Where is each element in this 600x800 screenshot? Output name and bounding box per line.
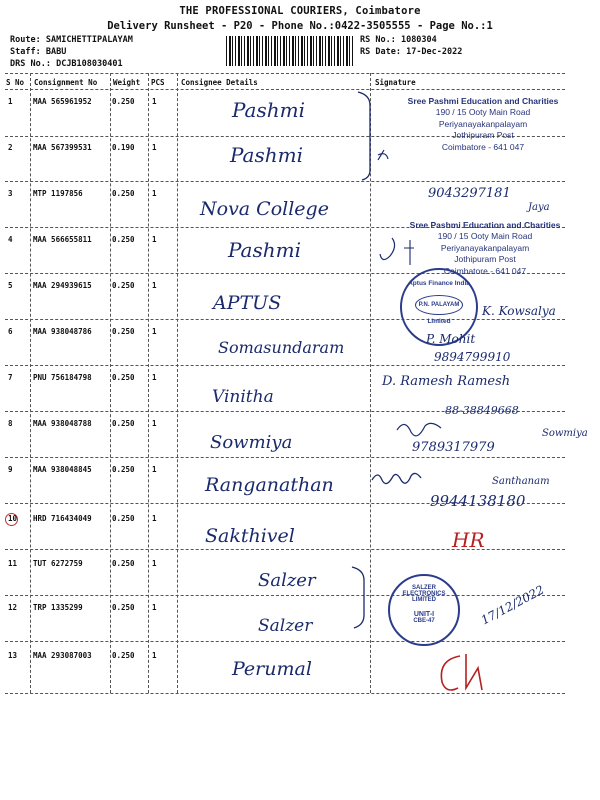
row-consignment: PNU 756184798 xyxy=(33,373,92,382)
seal-line: SALZER ELECTRONICS LIMITED xyxy=(402,585,446,603)
row-consignment: MAA 938048786 xyxy=(33,327,92,336)
row-weight: 0.250 xyxy=(112,327,135,336)
row-consignment: TUT 6272759 xyxy=(33,559,83,568)
drs-value: DCJB108030401 xyxy=(56,59,123,69)
tamil-signature-scribble xyxy=(370,466,425,488)
row-consignment: MTP 1197856 xyxy=(33,189,83,198)
rs-date-label: RS Date: xyxy=(360,47,401,57)
row-consignee-handwritten: Salzer xyxy=(258,570,316,591)
row-pcs: 1 xyxy=(152,603,157,612)
row-consignment: HRD 716434049 xyxy=(33,514,92,523)
row-weight: 0.190 xyxy=(112,143,135,152)
row-pcs: 1 xyxy=(152,419,157,428)
rs-no-label: RS No.: xyxy=(360,35,396,45)
signature-name: Jaya xyxy=(528,202,550,213)
row-consignee-handwritten: Vinitha xyxy=(212,387,274,407)
row-consignee-handwritten: Somasundaram xyxy=(218,338,345,357)
seal-line: Aptus Finance India xyxy=(408,280,470,287)
rs-date-value: 17-Dec-2022 xyxy=(406,47,463,57)
row-sno: 10 xyxy=(8,514,18,523)
seal-line: P.N. PALAYAM xyxy=(415,295,463,315)
row-pcs: 1 xyxy=(152,143,157,152)
stamp-line: Jothipuram Post xyxy=(454,254,516,265)
signature-phone: 9789317979 xyxy=(412,440,495,455)
stamp-line: Sree Pashmi Education and Charities xyxy=(407,96,559,106)
row-weight: 0.250 xyxy=(112,189,135,198)
row-consignee-handwritten: Pashmi xyxy=(228,238,301,262)
row-consignment: MAA 938048788 xyxy=(33,419,92,428)
signature-name: Santhanam xyxy=(492,476,550,487)
row-consignee-handwritten: Salzer xyxy=(258,616,313,636)
route-label: Route: xyxy=(10,35,41,45)
row-consignee-handwritten: Pashmi xyxy=(230,143,303,167)
stamp-line: Jothipuram Post xyxy=(452,130,514,141)
signature-red: HR xyxy=(452,528,485,552)
row-weight: 0.250 xyxy=(112,235,135,244)
row-pcs: 1 xyxy=(152,189,157,198)
seal-line: Limited xyxy=(427,318,451,325)
row-sno: 12 xyxy=(8,603,18,612)
col-consignee-details: Consignee Details xyxy=(181,78,258,87)
stamp-line: Sree Pashmi Education and Charities xyxy=(409,220,561,230)
drs-label: DRS No.: xyxy=(10,59,51,69)
row-consignment: MAA 938048845 xyxy=(33,465,92,474)
row-consignee-handwritten: Ranganathan xyxy=(205,474,334,496)
signature-phone: 88-38849668 xyxy=(445,404,519,417)
seal-line: CBE-47 xyxy=(413,618,435,624)
row-sno: 5 xyxy=(8,281,13,290)
col-consignment: Consignment No xyxy=(34,78,98,87)
row-pcs: 1 xyxy=(152,651,157,660)
salzer-round-seal xyxy=(388,574,460,646)
row-pcs: 1 xyxy=(152,373,157,382)
row-sno: 13 xyxy=(8,651,18,660)
row-sno: 2 xyxy=(8,143,13,152)
row-pcs: 1 xyxy=(152,559,157,568)
row-weight: 0.250 xyxy=(112,465,135,474)
row-sno: 6 xyxy=(8,327,13,336)
row-consignment: MAA 565961952 xyxy=(33,97,92,106)
row-weight: 0.250 xyxy=(112,651,135,660)
row-sno: 7 xyxy=(8,373,13,382)
signature-name: P. Mohit xyxy=(426,332,476,346)
row-pcs: 1 xyxy=(152,465,157,474)
col-weight: Weight xyxy=(113,78,141,87)
row-weight: 0.250 xyxy=(112,97,135,106)
row-pcs: 1 xyxy=(152,281,157,290)
row-sno: 8 xyxy=(8,419,13,428)
row-consignee-handwritten: Perumal xyxy=(232,658,312,680)
row-sno: 9 xyxy=(8,465,13,474)
row-consignee-handwritten: Sakthivel xyxy=(205,525,295,547)
stamp-line: 190 / 15 Ooty Main Road xyxy=(435,107,531,118)
signature-phone: 9043297181 xyxy=(428,186,511,201)
row-weight: 0.250 xyxy=(112,514,135,523)
sree-pashmi-stamp-1 xyxy=(378,96,588,153)
col-signature: Signature xyxy=(375,78,416,87)
row-sno: 1 xyxy=(8,97,13,106)
col-pcs: PCS xyxy=(151,78,165,87)
row-consignee-handwritten: Sowmiya xyxy=(210,432,293,453)
signature-phone: 9944138180 xyxy=(430,492,526,510)
row-consignee-handwritten: Pashmi xyxy=(232,98,305,122)
signature-date: 17/12/2022 xyxy=(478,582,547,628)
row-consignee-handwritten: Nova College xyxy=(200,198,329,220)
row-pcs: 1 xyxy=(152,327,157,336)
signature-name: Sowmiya xyxy=(542,428,588,439)
row-consignee-handwritten: APTUS xyxy=(213,292,282,314)
sree-pashmi-stamp-2 xyxy=(380,220,590,277)
seal-line: UNIT-I xyxy=(413,611,435,618)
row-pcs: 1 xyxy=(152,235,157,244)
stamp-line: Periyanayakanpalayam xyxy=(440,242,530,253)
row-weight: 0.250 xyxy=(112,373,135,382)
row-consignment: MAA 293087003 xyxy=(33,651,92,660)
row-consignment: TRP 1335299 xyxy=(33,603,83,612)
row-consignment: MAA 294939615 xyxy=(33,281,92,290)
row-sno: 4 xyxy=(8,235,13,244)
signature: D. Ramesh Ramesh xyxy=(382,374,511,389)
col-sno: S No xyxy=(6,78,25,87)
rs-no-value: 1080304 xyxy=(400,35,437,45)
row-weight: 0.250 xyxy=(112,419,135,428)
row-consignment: MAA 566655811 xyxy=(33,235,92,244)
signature: K. Kowsalya xyxy=(482,304,556,318)
signature-phone: 9894799910 xyxy=(434,350,511,364)
row-pcs: 1 xyxy=(152,97,157,106)
row-sno: 11 xyxy=(8,559,18,568)
row-pcs: 1 xyxy=(152,514,157,523)
row-weight: 0.250 xyxy=(112,603,135,612)
staff-label: Staff: xyxy=(10,47,41,57)
red-signature-scribble xyxy=(430,648,500,698)
stamp-line: 190 / 15 Ooty Main Road xyxy=(437,231,533,242)
row-sno: 3 xyxy=(8,189,13,198)
signature-scribble xyxy=(395,418,445,442)
row-weight: 0.250 xyxy=(112,281,135,290)
stamp-line: Coimbatore - 641 047 xyxy=(443,265,527,276)
stamp-line: Periyanayakanpalayam xyxy=(438,118,528,129)
stamp-line: Coimbatore - 641 047 xyxy=(441,141,525,152)
company-title: THE PROFESSIONAL COURIERS, Coimbatore xyxy=(179,5,421,17)
staff-value: BABU xyxy=(45,47,67,57)
row-weight: 0.250 xyxy=(112,559,135,568)
route-value: SAMICHETTIPALAYAM xyxy=(45,35,133,45)
runsheet-subtitle: Delivery Runsheet - P20 - Phone No.:0422-3505555 - Page No.:1 xyxy=(107,20,493,32)
row-consignment: MAA 567399531 xyxy=(33,143,92,152)
